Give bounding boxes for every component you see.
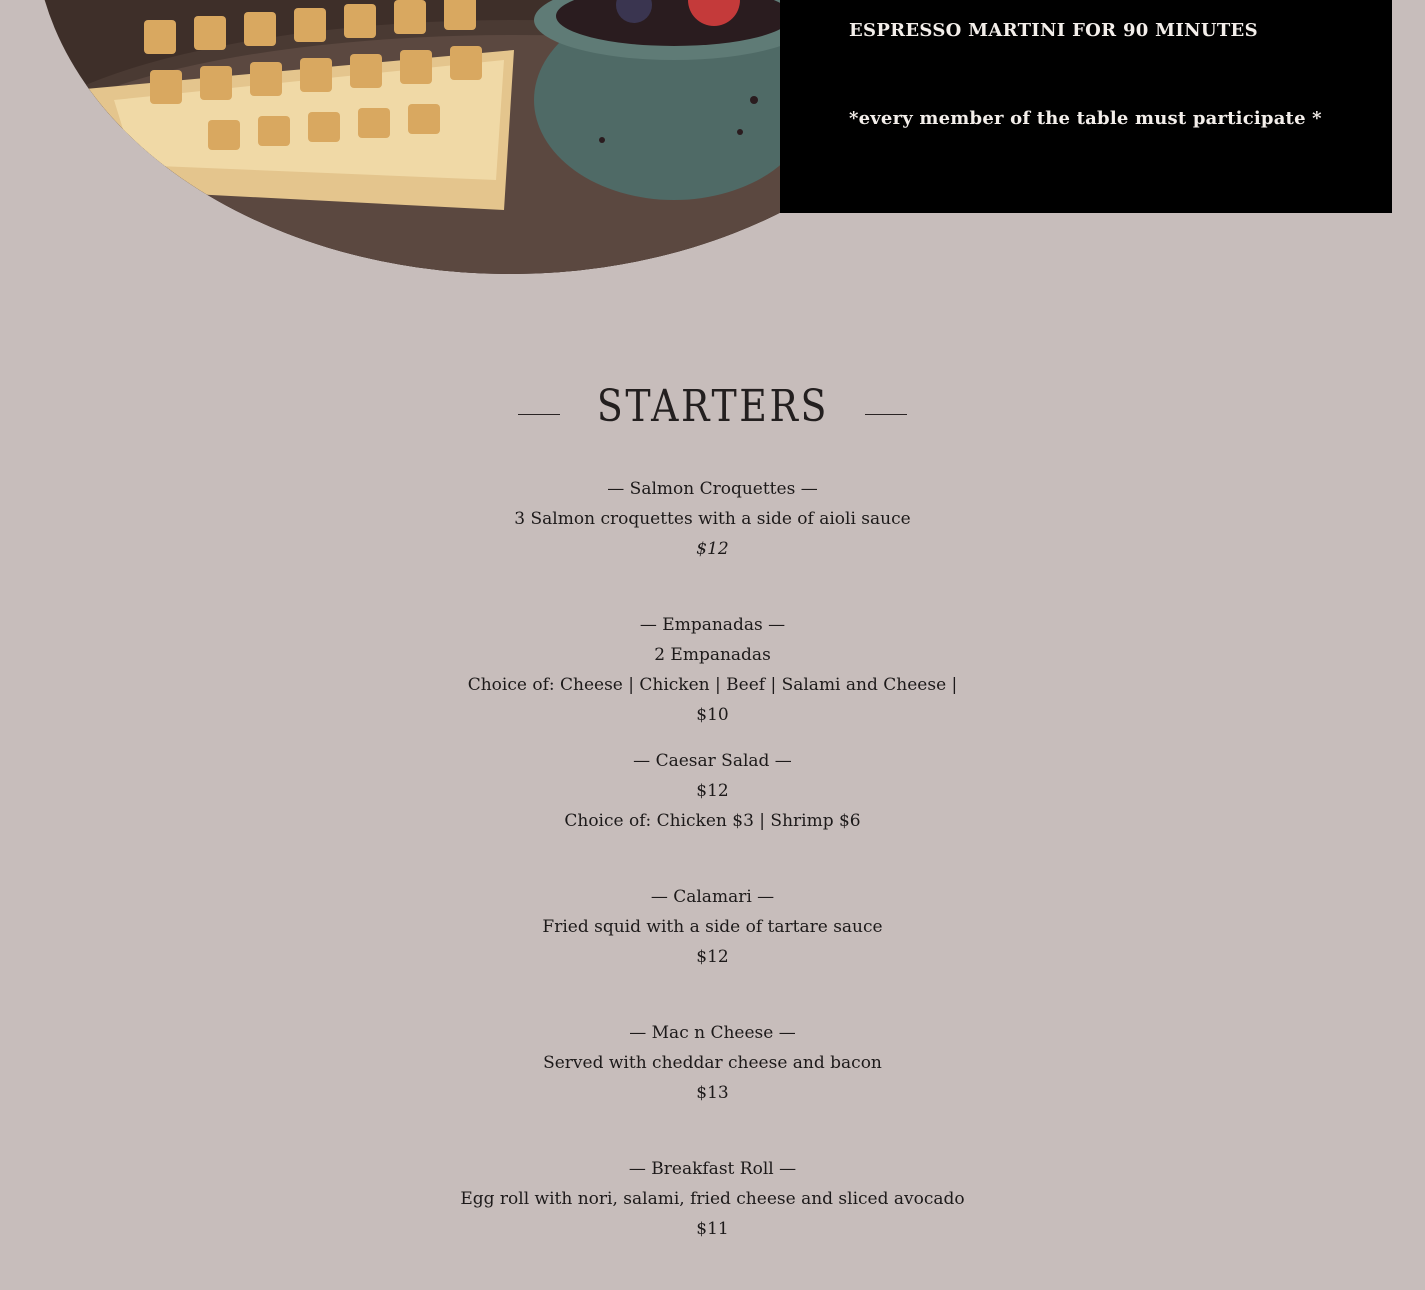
heading-rule-right: [865, 414, 907, 415]
menu-item-description: Egg roll with nori, salami, fried cheese and sliced avocado: [460, 1189, 965, 1209]
menu-item-name: — Caesar Salad —: [633, 751, 792, 771]
menu-item-name: — Empanadas —: [639, 615, 786, 635]
menu-item-description: Served with cheddar cheese and bacon: [543, 1053, 882, 1073]
menu-item-price: $11: [696, 1219, 729, 1239]
menu-item-name: — Salmon Croquettes —: [607, 479, 818, 499]
promo-note: *every member of the table must participate *: [849, 108, 1322, 129]
starters-heading: [0, 378, 1425, 436]
menu-item-description: 3 Salmon croquettes with a side of aioli sauce: [514, 509, 911, 529]
menu-item-description: 2 Empanadas: [654, 645, 771, 665]
menu-item-mac-n-cheese: [0, 1018, 1425, 1154]
promo-headline: ESPRESSO MARTINI FOR 90 MINUTES: [849, 20, 1258, 41]
menu-item-price: $13: [696, 1083, 729, 1103]
menu-item-price: $12: [696, 539, 729, 559]
menu-item-name: — Calamari —: [650, 887, 775, 907]
heading-rule-left: [518, 414, 560, 415]
menu-item-name: — Mac n Cheese —: [629, 1023, 796, 1043]
starters-menu-list: [0, 474, 1425, 1290]
menu-item-caesar-salad: [0, 746, 1425, 882]
menu-item-price: $12: [696, 947, 729, 967]
menu-item-price: $12: [696, 781, 729, 801]
menu-item-options: Choice of: Chicken $3 | Shrimp $6: [564, 811, 861, 831]
menu-item-name: — Breakfast Roll —: [628, 1159, 797, 1179]
menu-item-breakfast-roll: [0, 1154, 1425, 1290]
menu-item-empanadas: [0, 610, 1425, 746]
section-title: STARTERS: [596, 381, 829, 432]
menu-item-description: Fried squid with a side of tartare sauce: [542, 917, 883, 937]
menu-item-calamari: [0, 882, 1425, 1018]
menu-item-price: $10: [696, 705, 729, 725]
menu-item-salmon-croquettes: [0, 474, 1425, 610]
promo-box: [780, 0, 1392, 213]
menu-item-options: Choice of: Cheese | Chicken | Beef | Salami and Cheese |: [467, 675, 958, 695]
